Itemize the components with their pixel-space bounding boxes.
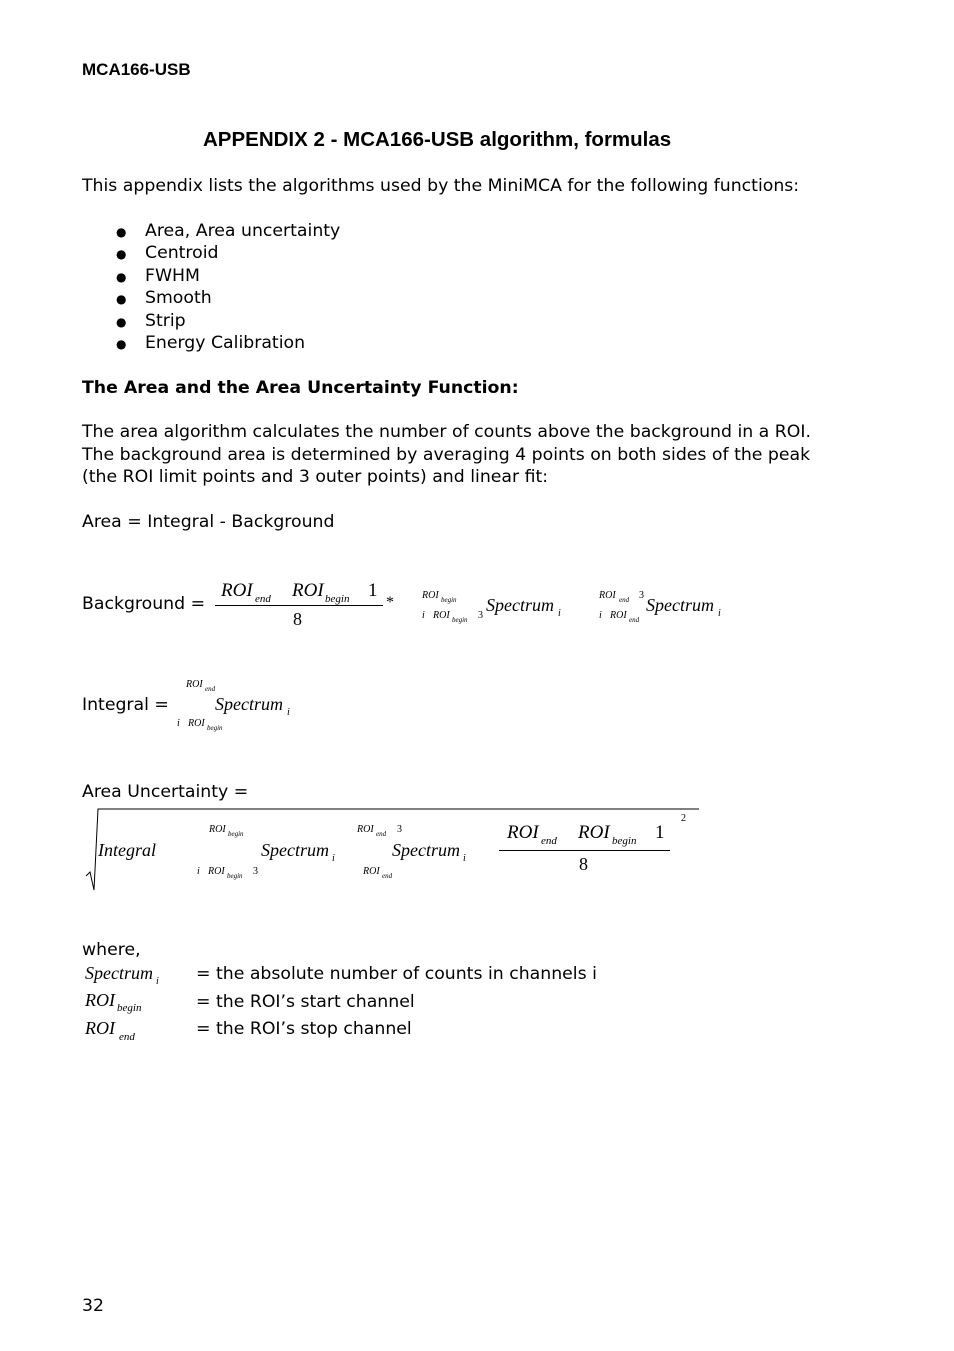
upper-limit-begin: begin: [228, 830, 244, 838]
eight-digit: 8: [579, 854, 588, 874]
upper-limit-end: end: [619, 596, 630, 604]
index-i: i: [197, 866, 200, 877]
multiply-sign: *: [386, 594, 394, 611]
eight-digit: 8: [293, 609, 302, 629]
spectrum-index: i: [287, 707, 290, 718]
upper-limit-three: 3: [639, 590, 644, 601]
end-subscript: end: [119, 1031, 135, 1043]
fraction-bar: [215, 605, 383, 606]
roi-symbol: ROI: [578, 822, 610, 843]
list-item-label: Area, Area uncertainty: [145, 221, 341, 241]
page-number: 32: [82, 1296, 104, 1316]
list-item-label: FWHM: [145, 266, 200, 286]
one-digit: 1: [655, 822, 665, 843]
spectrum-index: i: [156, 976, 159, 987]
list-item-label: Energy Calibration: [145, 333, 306, 353]
upper-limit-end: end: [376, 830, 387, 838]
spectrum-index: i: [332, 853, 335, 864]
roi-symbol: ROI: [85, 1018, 115, 1038]
definition-text: = the absolute number of counts in channels i: [196, 964, 597, 984]
integral-term: Integral: [98, 840, 156, 860]
spectrum-symbol: Spectrum: [646, 595, 714, 615]
one-digit: 1: [368, 580, 378, 601]
index-i: i: [599, 610, 602, 621]
spectrum-index: i: [558, 608, 561, 619]
lower-limit-end: end: [629, 616, 640, 624]
bullet-icon: ●: [116, 225, 127, 239]
uncertainty-label: Area Uncertainty =: [82, 782, 249, 802]
upper-limit-begin: begin: [441, 596, 457, 604]
lower-limit-end: end: [382, 872, 393, 880]
paragraph-line: (the ROI limit points and 3 outer points) and linear fit:: [82, 467, 549, 487]
begin-subscript: begin: [612, 835, 637, 847]
lower-limit-three: 3: [253, 866, 258, 877]
definition-text: = the ROI’s start channel: [196, 992, 415, 1012]
lower-limit-begin: begin: [227, 872, 243, 880]
exponent-two: 2: [681, 813, 686, 824]
paragraph-line: The background area is determined by averaging 4 points on both sides of the peak: [82, 445, 811, 465]
lower-limit-three: 3: [478, 610, 483, 621]
index-i: i: [177, 718, 180, 729]
roi-symbol: ROI: [85, 990, 115, 1010]
upper-limit-roi: ROI: [186, 679, 203, 690]
spectrum-symbol: Spectrum: [215, 694, 283, 714]
upper-limit-roi: ROI: [599, 590, 616, 601]
page-title: APPENDIX 2 - MCA166-USB algorithm, formulas: [203, 128, 672, 151]
spectrum-symbol: Spectrum: [486, 595, 554, 615]
background-label: Background =: [82, 594, 206, 614]
fraction-bar: [499, 850, 670, 851]
lower-limit-begin: begin: [452, 616, 468, 624]
running-header: MCA166-USB: [82, 60, 191, 79]
upper-limit-roi: ROI: [357, 824, 374, 835]
spectrum-index: i: [718, 608, 721, 619]
list-item-label: Smooth: [145, 288, 212, 308]
end-subscript: end: [541, 835, 557, 847]
area-equation: Area = Integral - Background: [82, 512, 335, 532]
upper-limit-roi: ROI: [209, 824, 226, 835]
upper-limit-roi: ROI: [422, 590, 439, 601]
bullet-icon: ●: [116, 337, 127, 351]
list-item-label: Centroid: [145, 243, 219, 263]
lower-limit-roi: ROI: [188, 718, 205, 729]
lower-limit-roi: ROI: [433, 610, 450, 621]
upper-limit-three: 3: [397, 824, 402, 835]
roi-symbol: ROI: [292, 580, 324, 601]
spectrum-symbol: Spectrum: [392, 840, 460, 860]
list-item-label: Strip: [145, 311, 186, 331]
intro-text: This appendix lists the algorithms used by the MiniMCA for the following functions:: [82, 176, 800, 196]
upper-limit-end: end: [205, 685, 216, 693]
index-i: i: [422, 610, 425, 621]
integral-label: Integral =: [82, 695, 169, 715]
where-label: where,: [82, 940, 141, 960]
begin-subscript: begin: [325, 593, 350, 605]
lower-limit-begin: begin: [207, 724, 223, 732]
bullet-icon: ●: [116, 247, 127, 261]
section-heading: The Area and the Area Uncertainty Function:: [82, 378, 519, 398]
definition-text: = the ROI’s stop channel: [196, 1019, 412, 1039]
bullet-icon: ●: [116, 292, 127, 306]
spectrum-index: i: [463, 853, 466, 864]
lower-limit-roi: ROI: [610, 610, 627, 621]
end-subscript: end: [255, 593, 271, 605]
begin-subscript: begin: [117, 1002, 142, 1014]
spectrum-symbol: Spectrum: [261, 840, 329, 860]
spectrum-symbol: Spectrum: [85, 963, 153, 983]
lower-limit-roi: ROI: [208, 866, 225, 877]
paragraph-line: The area algorithm calculates the number of counts above the background in a ROI.: [82, 422, 811, 442]
bullet-icon: ●: [116, 315, 127, 329]
roi-symbol: ROI: [507, 822, 539, 843]
bullet-icon: ●: [116, 270, 127, 284]
lower-limit-roi: ROI: [363, 866, 380, 877]
roi-symbol: ROI: [221, 580, 253, 601]
